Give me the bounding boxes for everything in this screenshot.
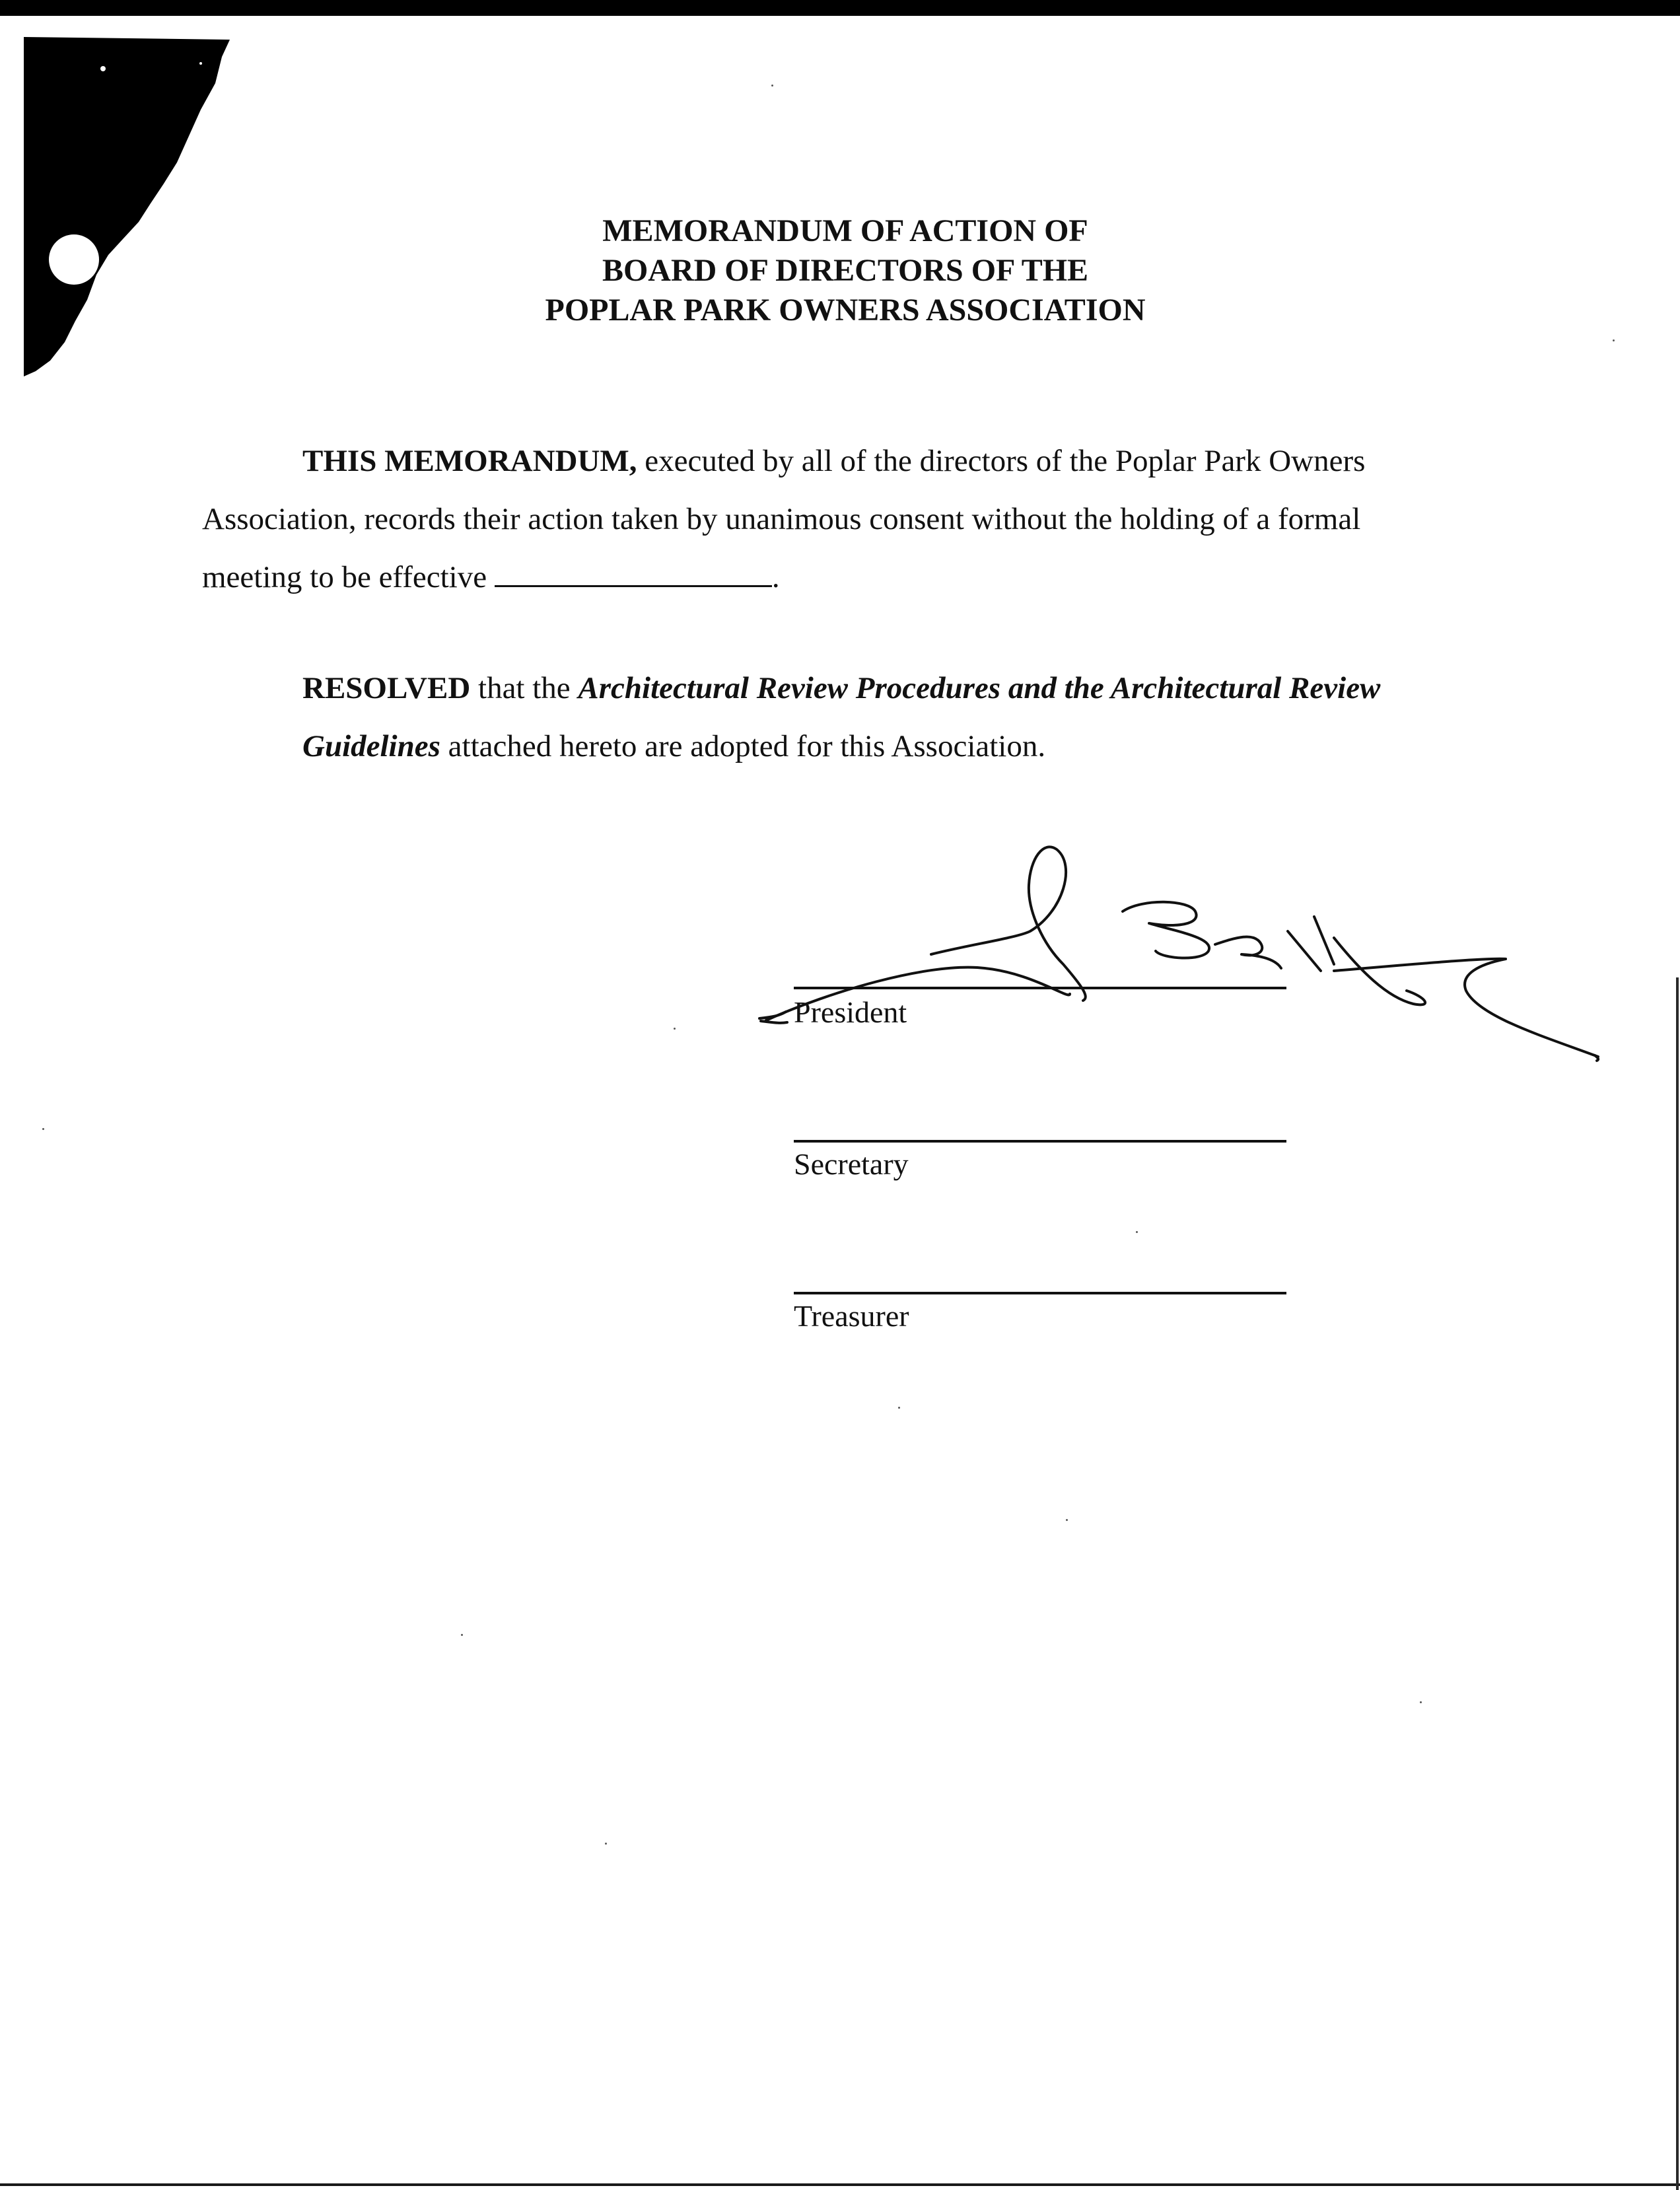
scan-speck bbox=[1420, 1701, 1422, 1703]
scan-speck bbox=[771, 85, 773, 87]
resolved-lead: RESOLVED bbox=[302, 671, 471, 705]
scan-speck bbox=[898, 1407, 900, 1409]
memo-end: . bbox=[771, 560, 780, 594]
document-title bbox=[0, 211, 1680, 330]
secretary-label: Secretary bbox=[794, 1147, 909, 1181]
treasurer-label: Treasurer bbox=[794, 1299, 909, 1333]
scan-speck bbox=[1613, 339, 1615, 341]
scan-speck bbox=[674, 1028, 676, 1030]
resolved-document-names: Architectural Review Procedures and the Architectural Review Guidelines bbox=[302, 671, 1381, 763]
title-line-3: POPLAR PARK OWNERS ASSOCIATION bbox=[545, 293, 1146, 328]
treasurer-signature-line[interactable] bbox=[794, 1292, 1286, 1294]
scan-right-border bbox=[1676, 977, 1679, 2190]
president-label: President bbox=[794, 995, 907, 1029]
memorandum-paragraph bbox=[202, 432, 1463, 606]
handwritten-signature bbox=[753, 839, 1605, 1090]
resolved-text-after: attached hereto are adopted for this Association. bbox=[440, 729, 1046, 763]
memo-text: executed by all of the directors of the Poplar Park Owners Association, records their action taken by unanimous consent without the holding of a formal meeting to be effective bbox=[202, 444, 1366, 594]
scan-bottom-border bbox=[0, 2183, 1680, 2186]
memo-lead: THIS MEMORANDUM, bbox=[302, 444, 637, 478]
scan-speck bbox=[605, 1843, 607, 1845]
secretary-signature-line[interactable] bbox=[794, 1140, 1286, 1143]
scan-speck bbox=[1136, 1231, 1138, 1233]
title-line-1: MEMORANDUM OF ACTION OF bbox=[602, 213, 1088, 248]
scan-speck bbox=[42, 1128, 44, 1130]
resolved-paragraph bbox=[302, 659, 1465, 775]
resolved-text-before: that the bbox=[470, 671, 578, 705]
scan-speck bbox=[461, 1634, 463, 1636]
effective-date-blank[interactable] bbox=[495, 559, 772, 587]
scan-speck bbox=[1066, 1519, 1068, 1521]
title-line-2: BOARD OF DIRECTORS OF THE bbox=[602, 253, 1089, 288]
scan-top-border bbox=[0, 0, 1680, 16]
